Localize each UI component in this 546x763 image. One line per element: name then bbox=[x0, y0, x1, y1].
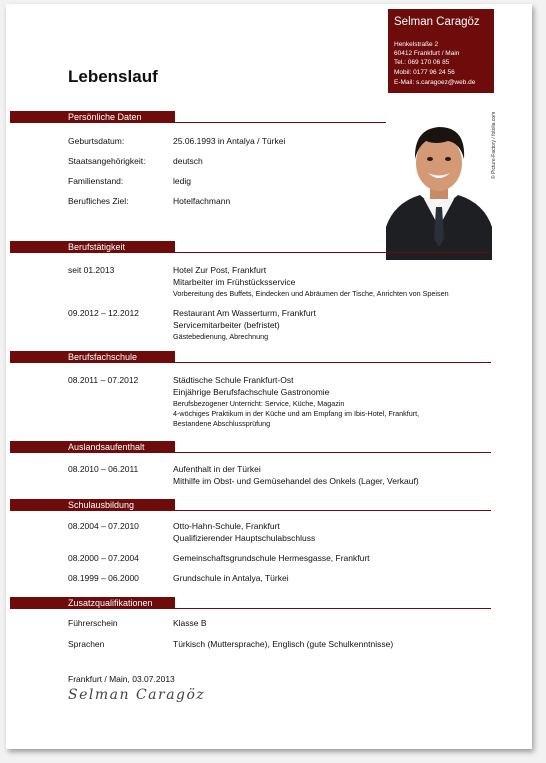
school-name: Städtische Schule Frankfurt-Ost bbox=[173, 375, 294, 385]
school-program: Einjährige Berufsfachschule Gastronomie bbox=[173, 387, 330, 397]
education-date-3: 08.1999 – 06.2000 bbox=[68, 573, 139, 583]
work-employer-2: Restaurant Am Wasserturm, Frankfurt bbox=[173, 308, 316, 318]
header-email: E-Mail: s.caragoez@web.de bbox=[394, 79, 476, 86]
value-birthdate: 25.06.1993 in Antalya / Türkei bbox=[173, 136, 286, 146]
value-marital-status: ledig bbox=[173, 176, 191, 186]
education-school-1: Otto-Hahn-Schule, Frankfurt bbox=[173, 521, 280, 531]
education-date-1: 08.2004 – 07.2010 bbox=[68, 521, 139, 531]
section-divider bbox=[175, 510, 491, 511]
profile-photo bbox=[386, 115, 492, 260]
value-career-goal: Hotelfachmann bbox=[173, 196, 231, 206]
work-position-2: Servicemitarbeiter (befristet) bbox=[173, 320, 280, 330]
label-drivers-license: Führerschein bbox=[68, 618, 118, 628]
header-phone: Tel.: 069 170 06 85 bbox=[394, 59, 450, 66]
work-tasks-2: Gästebedienung, Abrechnung bbox=[173, 332, 269, 341]
photo-credit: © Picture-Factory / fotolia.com bbox=[491, 111, 497, 179]
contact-box bbox=[388, 9, 494, 93]
section-heading-personal: Persönliche Daten bbox=[68, 112, 142, 122]
signature: Selman Caragöz bbox=[68, 687, 206, 703]
place-date: Frankfurt / Main, 03.07.2013 bbox=[68, 674, 175, 684]
work-employer-1: Hotel Zur Post, Frankfurt bbox=[173, 265, 267, 275]
header-address: Henkelstraße 2 bbox=[394, 41, 439, 48]
header-mobile: Mobil: 0177 96 24 56 bbox=[394, 69, 455, 76]
education-school-3: Grundschule in Antalya, Türkei bbox=[173, 573, 289, 583]
work-date-1: seit 01.2013 bbox=[68, 265, 115, 275]
value-drivers-license: Klasse B bbox=[173, 618, 207, 628]
abroad-date: 08.2010 – 06.2011 bbox=[68, 464, 139, 474]
section-divider bbox=[175, 608, 491, 609]
resume-page bbox=[6, 4, 532, 749]
section-divider bbox=[175, 252, 491, 253]
education-school-2: Gemeinschaftsgrundschule Hermesgasse, Frankfurt bbox=[173, 553, 370, 563]
section-divider bbox=[175, 362, 491, 363]
header-name: Selman Caragöz bbox=[394, 16, 480, 28]
school-detail-3: Bestandene Abschlussprüfung bbox=[173, 419, 271, 428]
value-nationality: deutsch bbox=[173, 156, 203, 166]
section-heading-qualifications: Zusatzqualifikationen bbox=[68, 598, 153, 608]
section-divider bbox=[175, 452, 491, 453]
abroad-detail: Mithilfe im Obst- und Gemüsehandel des Onkels (Lager, Verkauf) bbox=[173, 476, 419, 486]
header-city: 60412 Frankfurt / Main bbox=[394, 50, 460, 57]
label-nationality: Staatsangehörigkeit: bbox=[68, 156, 146, 166]
page-title: Lebenslauf bbox=[68, 67, 158, 86]
school-detail-1: Berufsbezogener Unterricht: Service, Küche, Magazin bbox=[173, 399, 345, 408]
value-languages: Türkisch (Muttersprache), Englisch (gute Schulkenntnisse) bbox=[173, 639, 394, 649]
section-heading-vocational-school: Berufsfachschule bbox=[68, 352, 138, 362]
school-date: 08.2011 – 07.2012 bbox=[68, 375, 139, 385]
work-date-2: 09.2012 – 12.2012 bbox=[68, 308, 139, 318]
school-detail-2: 4-wöchiges Praktikum in der Küche und am Empfang im Ibis-Hotel, Frankfurt, bbox=[173, 409, 420, 418]
abroad-title: Aufenthalt in der Türkei bbox=[173, 464, 261, 474]
education-date-2: 08.2000 – 07.2004 bbox=[68, 553, 139, 563]
section-heading-abroad: Auslandsaufenthalt bbox=[68, 442, 145, 452]
work-tasks-1: Vorbereitung des Buffets, Eindecken und Abräumen der Tische, Anrichten von Speisen bbox=[173, 289, 449, 298]
label-marital-status: Familienstand: bbox=[68, 176, 124, 186]
portrait-image bbox=[386, 115, 492, 260]
education-degree-1: Qualifizierender Hauptschulabschluss bbox=[173, 533, 316, 543]
section-heading-education: Schulausbildung bbox=[68, 500, 135, 510]
work-position-1: Mitarbeiter im Frühstücksservice bbox=[173, 277, 296, 287]
label-birthdate: Geburtsdatum: bbox=[68, 136, 125, 146]
label-career-goal: Berufliches Ziel: bbox=[68, 196, 129, 206]
section-heading-work: Berufstätigkeit bbox=[68, 242, 126, 252]
label-languages: Sprachen bbox=[68, 639, 105, 649]
